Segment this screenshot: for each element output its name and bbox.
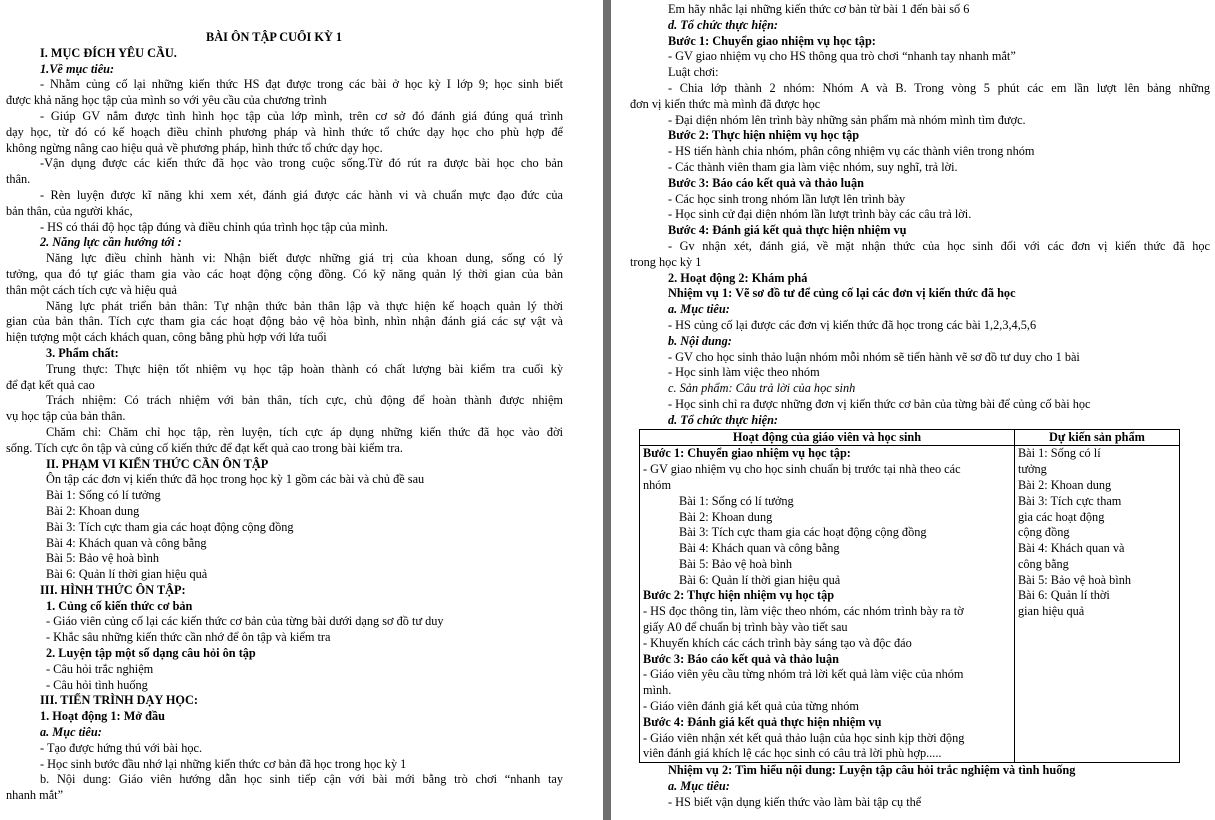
table-row [640, 446, 1180, 763]
text-line: - HS đọc thông tin, làm việc theo nhóm, các nhóm trình bày ra tờ [643, 604, 964, 619]
text-line: Bài 3: Tích cực tham [1017, 493, 1122, 508]
text-line: b. Nội dung: [668, 333, 732, 348]
text-line: Bài 6: Quản lí thời [1017, 588, 1110, 603]
text-line: gian hiệu quả [1017, 604, 1085, 619]
text-line: Bài 1: Sống có lí tưởng [46, 488, 161, 503]
text-line: Bài 1: Sống có lí tưởng [679, 493, 794, 508]
document-page-left [0, 0, 603, 820]
text-line: Bước 4: Đánh giá kết quả thực hiện nhiệm vụ [668, 223, 907, 238]
text-line: Bài 6: Quản lí thời gian hiệu quả [679, 572, 841, 587]
text-line: cộng đồng [1017, 525, 1070, 540]
text-line: c. Sản phẩm: Câu trả lời của học sinh [668, 381, 856, 396]
text-line: Trách nhiệm: Có trách nhiệm với bản thân, tích cực, chủ động để hoàn thành được nhiệm [46, 393, 563, 408]
text-line: II. PHẠM VI KIẾN THỨC CẦN ÔN TẬP [46, 456, 269, 471]
text-line: Ôn tập các đơn vị kiến thức đã học trong học kỳ 1 gồm các bài và chủ đề sau [46, 472, 425, 487]
text-line: để đạt kết quả cao [6, 377, 95, 392]
left-page-body [6, 46, 563, 804]
text-line: Năng lực phát triển bản thân: Tự nhận thức bản thân lập và thực hiện kế hoạch quản lý thời [46, 298, 563, 313]
text-line: Luật chơi: [668, 65, 719, 80]
text-line: Bước 1: Chuyển giao nhiệm vụ học tập: [668, 33, 876, 48]
activity-table [639, 429, 1180, 764]
text-line: - Các học sinh trong nhóm lần lượt lên trình bày [668, 191, 906, 206]
text-line: 1.Về mục tiêu: [40, 61, 115, 76]
text-line: b. Nội dung: Giáo viên hướng dẫn học sinh tiếp cận với bài mới bằng trò chơi “nhanh tay [40, 772, 563, 787]
text-line: - HS có thái độ học tập đúng và điều chỉnh qúa trình học tập của mình. [40, 219, 388, 234]
text-line: - HS biết vận dụng kiến thức vào làm bài tập cụ thể [668, 794, 922, 809]
text-line: Bước 4: Đánh giá kết quả thực hiện nhiệm vụ [643, 714, 882, 729]
text-line: 2. Năng lực cần hướng tới : [40, 235, 182, 250]
text-line: hiện tượng một cách khách quan, công bằng phù hợp với lứa tuổi [6, 330, 327, 345]
text-line: vụ học tập của bản thân. [6, 409, 126, 424]
text-line: nhanh mắt” [6, 788, 64, 803]
text-line: - Học sinh bước đầu nhớ lại những kiến thức cơ bản đã học trong học kỳ 1 [40, 756, 407, 771]
text-line: không ngừng nâng cao hiệu quả về phương pháp, hình thức tổ chức dạy học. [6, 140, 383, 155]
text-line: - Các thành viên tham gia làm việc nhóm, suy nghĩ, trả lời. [668, 159, 958, 174]
text-line: d. Tổ chức thực hiện: [668, 412, 779, 427]
text-line: III. TIẾN TRÌNH DẠY HỌC: [40, 693, 198, 708]
text-line: - Giáo viên củng cố lại các kiến thức cơ bản của từng bài dưới dạng sơ đồ tư duy [46, 614, 444, 629]
text-line: - Câu hỏi trắc nghiệm [46, 661, 154, 676]
text-line: 3. Phẩm chất: [46, 345, 119, 360]
text-line: - GV giao nhiệm vụ cho HS thông qua trò chơi “nhanh tay nhanh mắt” [668, 49, 1016, 64]
text-line: đơn vị kiến thức mà mình đã được học [630, 96, 821, 111]
text-line: Bài 3: Tích cực tham gia các hoạt động cộng đồng [46, 519, 294, 534]
text-line: - Nhằm củng cố lại những kiến thức HS đạt được trong các bài ở học kỳ I lớp 9; học sinh biết [40, 77, 563, 92]
text-line: - Giúp GV nắm được tình hình học tập của lớp mình, trên cơ sở đó đánh giá đúng quá trình [40, 108, 563, 123]
table-cell-activities [640, 446, 1015, 763]
text-line: Bước 3: Báo cáo kết quả và thảo luận [643, 651, 839, 666]
text-line: 2. Luyện tập một số dạng câu hỏi ôn tập [46, 646, 256, 661]
table-header-row [640, 429, 1180, 446]
text-line: Bài 6: Quản lí thời gian hiệu quả [46, 567, 208, 582]
right-page-after-table [658, 763, 1210, 810]
table-header-product: Dự kiến sản phẩm [1014, 429, 1179, 446]
text-line: - GV cho học sinh thảo luận nhóm mỗi nhóm sẽ tiến hành vẽ sơ đồ tư duy cho 1 bài [668, 349, 1080, 364]
text-line: - Gv nhận xét, đánh giá, về mặt nhận thức của học sinh đối với các đơn vị kiến thức đã học [668, 238, 1210, 253]
text-line: Bài 1: Sống có lí [1017, 446, 1101, 461]
text-line: Trung thực: Thực hiện tốt nhiệm vụ học tập hoàn thành có chất lượng bài kiểm tra cuối kỳ [46, 361, 563, 376]
text-line: - HS tiến hành chia nhóm, phân công nhiệm vụ các thành viên trong nhóm [668, 144, 1035, 159]
text-line: - Chia lớp thành 2 nhóm: Nhóm A và B. Trong vòng 5 phút các em lần lượt lên bảng những [668, 80, 1210, 95]
text-line: - Câu hỏi tình huống [46, 677, 148, 692]
document-title: BÀI ÔN TẬP CUỐI KỲ 1 [206, 30, 343, 44]
text-line: - Đại diện nhóm lên trình bày những sản phẩm mà nhóm mình tìm được. [668, 112, 1026, 127]
text-line: Em hãy nhắc lại những kiến thức cơ bản từ bài 1 đến bài số 6 [668, 2, 970, 16]
text-line: Bước 1: Chuyển giao nhiệm vụ học tập: [643, 446, 851, 461]
text-line: - Giáo viên yêu cầu từng nhóm trả lời kết quả làm việc của nhóm [643, 667, 964, 682]
text-line: dạy học, từ đó có kế hoạch điều chỉnh phương pháp và hình thức tổ chức dạy học cho phù hợp để [6, 124, 563, 139]
text-line: thân. [6, 172, 31, 187]
text-line: Năng lực điều chỉnh hành vi: Nhận biết được những giá trị của khoan dung, sống có lý [46, 251, 563, 266]
table-header-activity: Hoạt động của giáo viên và học sinh [640, 429, 1015, 446]
text-line: tưởng [1017, 462, 1047, 477]
text-line: Bài 2: Khoan dung [46, 503, 140, 518]
text-line: Bài 4: Khách quan và [1017, 541, 1125, 556]
text-line: 1. Củng cố kiến thức cơ bản [46, 598, 193, 613]
text-line: giấy A0 để chuẩn bị trình bày vào tiết sau [643, 620, 848, 635]
text-line: tưởng, qua đó tự giác tham gia vào các hoạt động cộng đồng. Có kỹ năng quản lý thời gian của bản [6, 266, 563, 281]
text-line: Bài 5: Bảo vệ hoà bình [46, 551, 160, 566]
text-line: -Vận dụng được các kiến thức đã học vào trong cuộc sống.Từ đó rút ra được bài học cho bản [40, 156, 563, 171]
text-line: Bài 2: Khoan dung [1017, 477, 1112, 492]
text-line: - Tạo được hứng thú với bài học. [40, 740, 203, 755]
text-line: Bài 5: Bảo vệ hoà bình [679, 556, 793, 571]
text-line: I. MỤC ĐÍCH YÊU CẦU. [40, 45, 177, 60]
text-line: Bước 3: Báo cáo kết quả và thảo luận [668, 175, 864, 190]
text-line: - GV giao nhiệm vụ cho học sinh chuẩn bị trước tại nhà theo các [643, 462, 961, 477]
text-line: viên đánh giá khích lệ các học sinh có câu trả lời phù hợp..... [643, 746, 942, 761]
text-line: Bước 2: Thực hiện nhiệm vụ học tập [668, 128, 860, 143]
text-line: Nhiệm vụ 1: Vẽ sơ đồ tư để củng cố lại các đơn vị kiến thức đã học [668, 286, 1016, 301]
text-line: a. Mục tiêu: [40, 725, 102, 740]
text-line: d. Tổ chức thực hiện: [668, 17, 779, 32]
text-line: Bài 5: Bảo vệ hoà bình [1017, 572, 1131, 587]
document-page-right [611, 0, 1215, 820]
text-line: III. HÌNH THỨC ÔN TẬP: [40, 582, 186, 597]
text-line: Bài 4: Khách quan và công bằng [679, 541, 840, 556]
text-line: nhóm [643, 477, 672, 492]
text-line: trong học kỳ 1 [630, 254, 702, 269]
text-line: Bài 3: Tích cực tham gia các hoạt động cộng đồng [679, 525, 927, 540]
text-line: - Rèn luyện được kĩ năng khi xem xét, đánh giá được các hành vi và chuẩn mực đạo đức của [40, 187, 563, 202]
text-line: thân một cách tích cực và hiệu quả [6, 282, 177, 297]
right-page-body [630, 2, 1210, 429]
text-line: Chăm chỉ: Chăm chỉ học tập, rèn luyện, tích cực áp dụng những kiến thức đã học vào đời [46, 424, 563, 439]
text-line: - Học sinh cử đại diện nhóm lần lượt trình bày các câu trả lời. [668, 207, 972, 222]
text-line: 1. Hoạt động 1: Mở đầu [40, 709, 166, 724]
text-line: - Học sinh làm việc theo nhóm [668, 365, 820, 380]
text-line: - Giáo viên nhận xét kết quả thảo luận của học sinh kịp thời động [643, 730, 965, 745]
text-line: gian của bản thân. Tích cực tham gia các hoạt động bảo vệ hòa bình, nhìn nhận đánh giá các sự vật và [6, 314, 563, 329]
text-line: được khả năng học tập của mình so với yêu cầu của chương trình [6, 93, 327, 108]
text-line: công bằng [1017, 556, 1069, 571]
text-line: sống. Tích cực ôn tập và củng cố kiến thức để đạt kết quả cao trong bài kiểm tra. [6, 440, 403, 455]
text-line: Bài 4: Khách quan và công bằng [46, 535, 207, 550]
text-line: bản thân, của người khác, [6, 203, 133, 218]
table-cell-products [1014, 446, 1179, 763]
text-line: - Giáo viên đánh giá kết quả của từng nhóm [643, 699, 859, 714]
text-line: mình. [643, 683, 672, 698]
text-line: - HS củng cố lại được các đơn vị kiến thức đã học trong các bài 1,2,3,4,5,6 [668, 317, 1037, 332]
text-line: Bài 2: Khoan dung [679, 509, 773, 524]
text-line: a. Mục tiêu: [668, 779, 730, 794]
text-line: Nhiệm vụ 2: Tìm hiểu nội dung: Luyện tập câu hỏi trắc nghiệm và tình huống [668, 763, 1076, 778]
text-line: - Khuyến khích các cách trình bày sáng tạo và độc đáo [643, 635, 912, 650]
text-line: - Khắc sâu những kiến thức cần nhớ để ôn tập và kiểm tra [46, 630, 331, 645]
text-line: 2. Hoạt động 2: Khám phá [668, 270, 808, 285]
text-line: Bước 2: Thực hiện nhiệm vụ học tập [643, 588, 835, 603]
text-line: - Học sinh chỉ ra được những đơn vị kiến thức cơ bản của từng bài để củng cố bài học [668, 396, 1091, 411]
text-line: a. Mục tiêu: [668, 302, 730, 317]
text-line: gia các hoạt động [1017, 509, 1105, 524]
